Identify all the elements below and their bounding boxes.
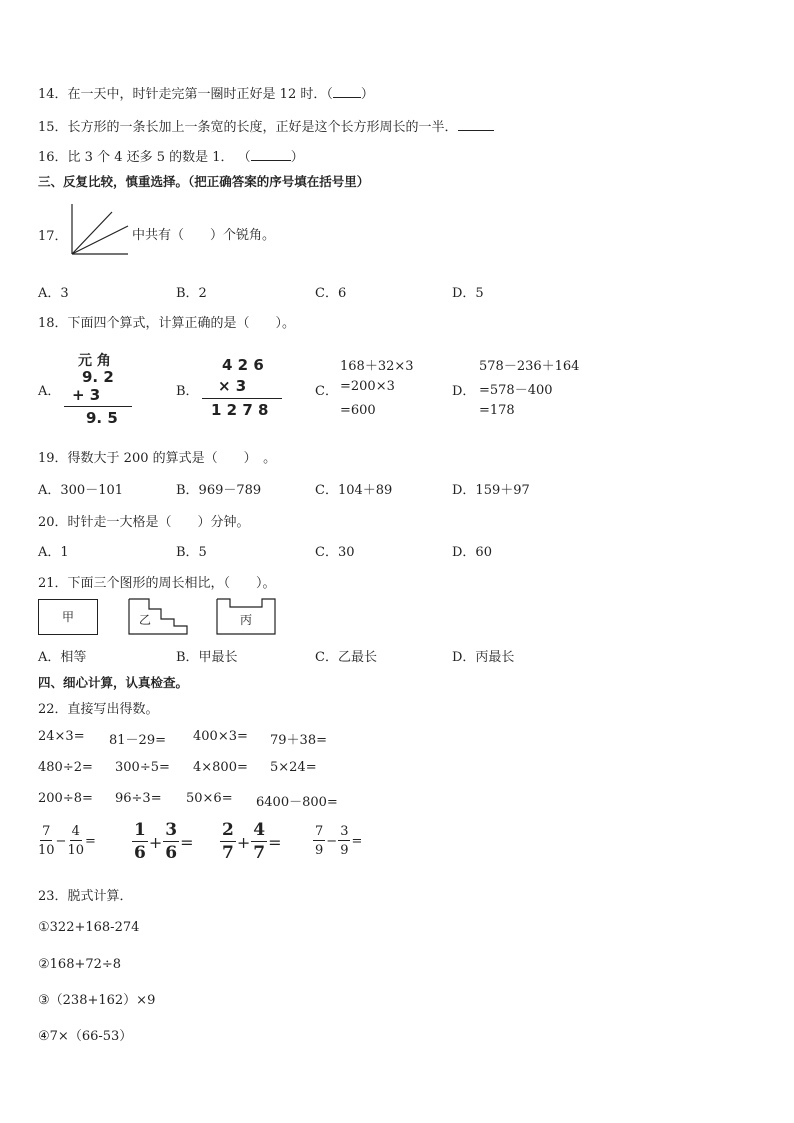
fraction-expression: $\frac{1}{6}$ + $\frac{3}{6}$ =: [134, 820, 194, 863]
question-18: 18．下面四个算式，计算正确的是（ ）。: [38, 316, 296, 331]
question-16: 16．比 3 个 4 还多 5 的数是 1． （ ）: [38, 150, 304, 165]
option-d[interactable]: D．丙最长: [452, 650, 515, 665]
option-b[interactable]: B．969－789: [176, 483, 262, 498]
oral-calc: 4×800=: [193, 760, 248, 775]
question-14: 14．在一天中，时针走完第一圈时正好是 12 时．（ ）: [38, 87, 374, 102]
shape-jia: 甲: [38, 599, 98, 635]
oral-calc: 24×3=: [38, 729, 85, 744]
shape-bing-label: 丙: [240, 613, 253, 627]
shape-yi-label: 乙: [139, 613, 152, 627]
calc-d-line3: =178: [479, 403, 515, 418]
oral-calc: 300÷5=: [115, 760, 170, 775]
option-d[interactable]: D．159＋97: [452, 483, 530, 498]
option-c[interactable]: C．6: [315, 286, 347, 301]
fraction: $\frac{1}{6}$: [134, 820, 146, 863]
calc-a-line1: 9. 2: [82, 368, 114, 386]
question-21: 21．下面三个图形的周长相比，（ ）。: [38, 576, 276, 591]
calc-c-line2: =200×3: [340, 379, 395, 394]
option-b[interactable]: B．甲最长: [176, 650, 238, 665]
oral-calc: 5×24=: [270, 760, 317, 775]
question-22: 22．直接写出得数。: [38, 702, 159, 717]
option-c[interactable]: C．30: [315, 545, 355, 560]
calc-a-rule: [64, 406, 132, 407]
section-heading-choice: 三、反复比较，慎重选择。（把正确答案的序号填在括号里）: [38, 174, 370, 189]
calc-c-line3: =600: [340, 403, 376, 418]
option-a[interactable]: A．3: [38, 286, 69, 301]
option-c[interactable]: C．104＋89: [315, 483, 393, 498]
oral-calc: 480÷2=: [38, 760, 93, 775]
option-c[interactable]: C．乙最长: [315, 650, 377, 665]
section-heading-calculation: 四、细心计算，认真检查。: [38, 675, 189, 690]
option-b[interactable]: B．2: [176, 286, 207, 301]
calc-c-line1: 168＋32×3: [340, 359, 414, 374]
option-a[interactable]: A．1: [38, 545, 69, 560]
fraction: $\frac{7}{10}$: [38, 824, 55, 858]
option-a[interactable]: A．300－101: [38, 483, 124, 498]
calc-a-line2: + 3: [72, 386, 101, 404]
oral-calc: 79＋38=: [270, 733, 327, 748]
option-a[interactable]: A．相等: [38, 650, 87, 665]
oral-calc: 96÷3=: [115, 791, 162, 806]
fraction-expression: $\frac{7}{9}$ − $\frac{3}{9}$ =: [315, 824, 363, 858]
answer-blank[interactable]: [458, 118, 494, 131]
calc-item-1: ①322+168-274: [38, 920, 140, 935]
calc-b-line2: × 3: [218, 377, 247, 395]
acute-angles-figure: [68, 202, 132, 258]
option-d-label[interactable]: D．: [452, 384, 476, 399]
calc-b-line1: 4 2 6: [222, 356, 264, 374]
option-c-label[interactable]: C．: [315, 384, 338, 399]
question-15: 15．长方形的一条长加上一条宽的长度，正好是这个长方形周长的一半．: [38, 116, 494, 135]
fraction-expression: $\frac{7}{10}$ − $\frac{4}{10}$ =: [38, 824, 96, 858]
fraction: $\frac{3}{6}$: [165, 820, 178, 863]
fraction: $\frac{2}{7}$: [222, 820, 234, 863]
oral-calc: 81－29=: [109, 733, 166, 748]
option-b[interactable]: B．5: [176, 545, 207, 560]
calc-d-line1: 578－236＋164: [479, 359, 580, 374]
oral-calc: 50×6=: [186, 791, 233, 806]
question-17-text: 中共有（ ）个锐角。: [132, 228, 276, 243]
calc-b-rule: [202, 398, 282, 399]
calc-item-4: ④7×（66-53）: [38, 1029, 133, 1044]
answer-blank[interactable]: [333, 85, 361, 98]
oral-calc: 200÷8=: [38, 791, 93, 806]
shape-yi: [128, 597, 190, 637]
calc-item-3: ③（238+162）×9: [38, 993, 156, 1008]
question-20: 20．时针走一大格是（ ）分钟。: [38, 515, 250, 530]
fraction: $\frac{7}{9}$: [315, 824, 324, 858]
question-23: 23．脱式计算．: [38, 889, 133, 904]
question-17-number: 17．: [38, 229, 68, 244]
oral-calc: 6400－800=: [256, 795, 338, 810]
option-d[interactable]: D．5: [452, 286, 484, 301]
question-19: 19．得数大于 200 的算式是（ ） 。: [38, 451, 277, 466]
fraction-expression: $\frac{2}{7}$ + $\frac{4}{7}$ =: [222, 820, 282, 863]
yuan-jiao-header: 元 角: [78, 353, 111, 369]
option-b-label[interactable]: B．: [176, 384, 199, 399]
fraction: $\frac{4}{10}$: [67, 824, 84, 858]
answer-blank[interactable]: [251, 148, 291, 161]
fraction: $\frac{4}{7}$: [253, 820, 266, 863]
calc-a-result: 9. 5: [86, 409, 118, 427]
calc-item-2: ②168+72÷8: [38, 957, 122, 972]
calc-b-result: 1 2 7 8: [211, 401, 269, 419]
calc-d-line2: =578－400: [479, 383, 553, 398]
oral-calc: 400×3=: [193, 729, 248, 744]
fraction: $\frac{3}{9}$: [340, 824, 349, 858]
option-d[interactable]: D．60: [452, 545, 492, 560]
option-a-label[interactable]: A．: [38, 384, 61, 399]
